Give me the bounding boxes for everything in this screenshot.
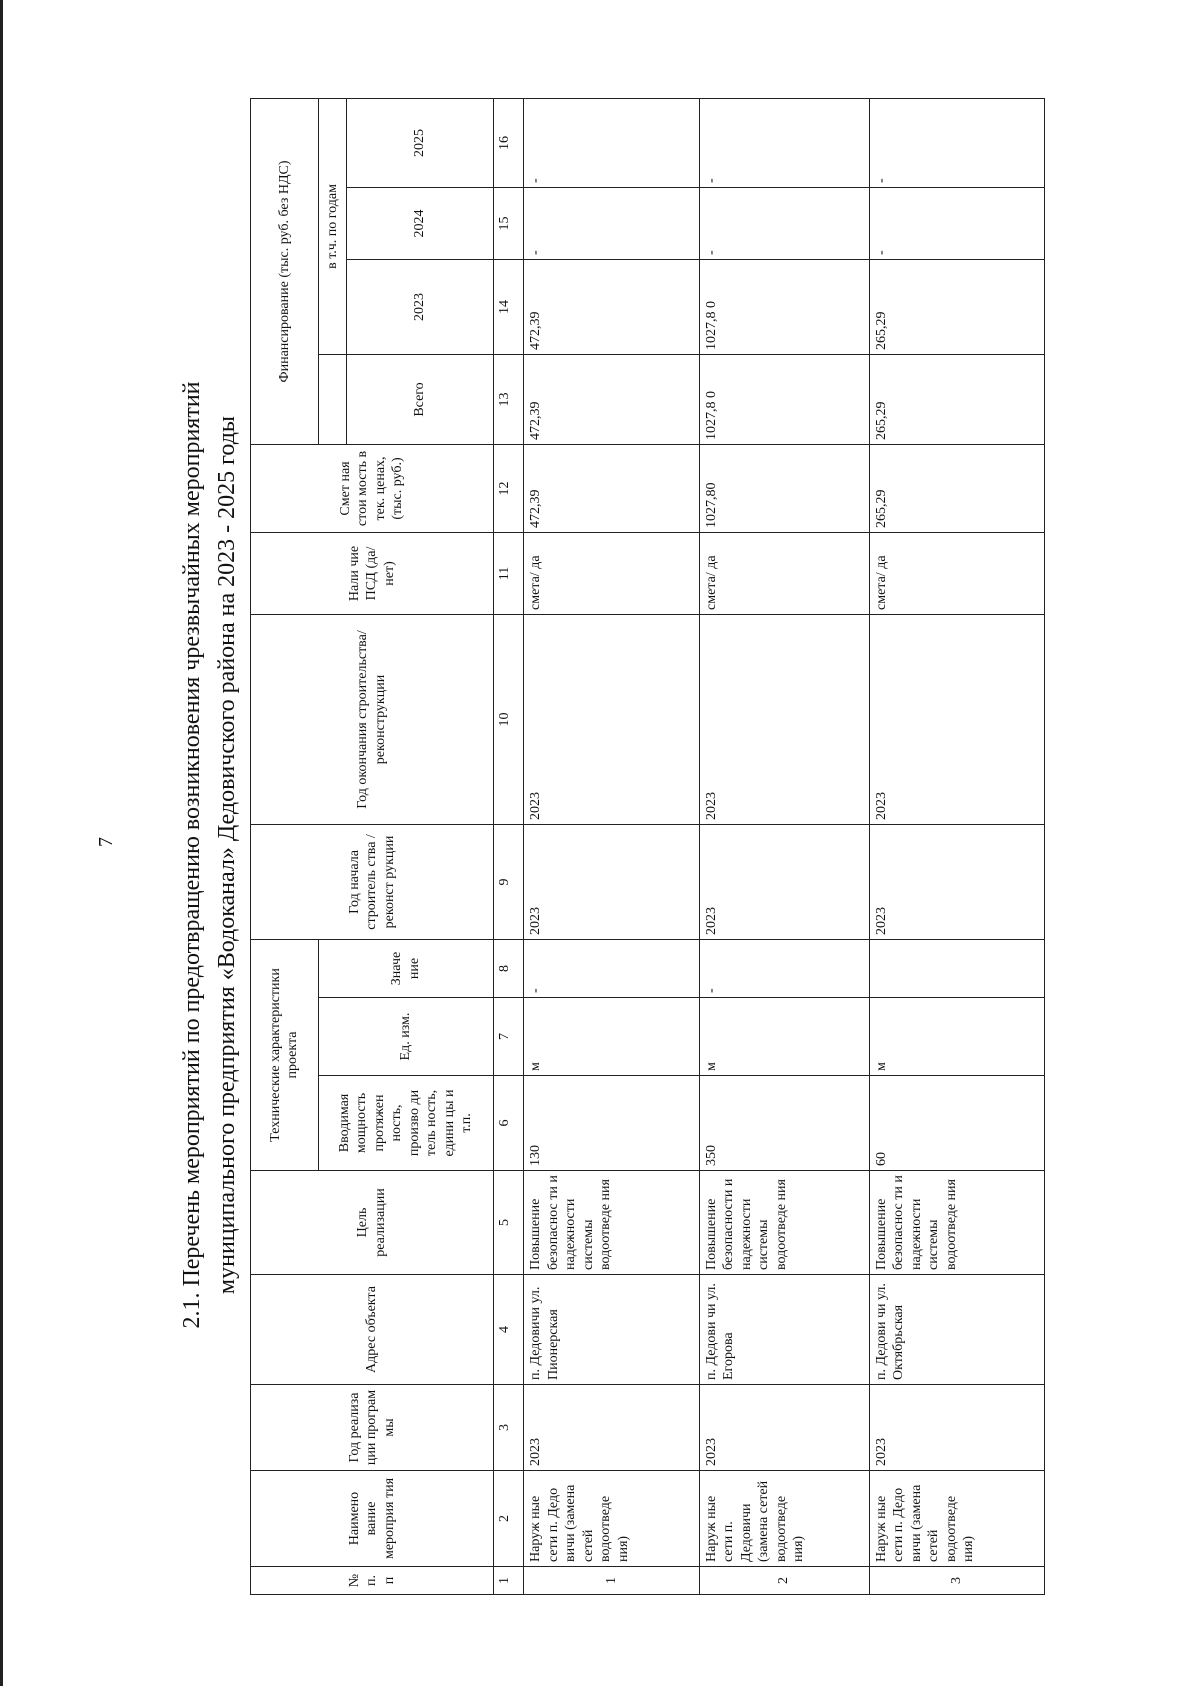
row-psd: смета/ да (869, 532, 1044, 614)
header-address: Адрес объекта (251, 1275, 494, 1385)
header-by-years: в т.ч. по годам (318, 98, 346, 354)
header-psd: Нали чие ПСД (да/ нет) (251, 532, 494, 614)
column-number: 8 (493, 939, 524, 997)
header-tech: Технические характеристики проекта (251, 939, 319, 1170)
row-capacity: 60 (869, 1076, 1044, 1171)
row-cost: 472,39 (524, 444, 699, 532)
row-end: 2023 (699, 614, 869, 824)
column-number: 2 (493, 1471, 524, 1567)
header-total: Всего (346, 354, 493, 444)
column-number: 7 (493, 998, 524, 1076)
header-unit: Ед. изм. (318, 998, 493, 1076)
row-2025: - (869, 98, 1044, 187)
column-number: 12 (493, 444, 524, 532)
row-psd: смета/ да (524, 532, 699, 614)
header-2025: 2025 (346, 98, 493, 187)
row-goal: Повышение безопаснос ти и надежности системы водоотведе ния (869, 1171, 1044, 1275)
header-year-end: Год окончания строительства/ реконструкции (251, 614, 494, 824)
row-year: 2023 (524, 1385, 699, 1471)
row-total: 1027,8 0 (699, 354, 869, 444)
column-number: 9 (493, 824, 524, 939)
header-year-start: Год начала строитель ства /реконст рукции (251, 824, 494, 939)
header-name: Наимено вание мероприя тия (251, 1471, 494, 1567)
column-number: 4 (493, 1275, 524, 1385)
column-number: 15 (493, 187, 524, 259)
row-2024: - (699, 187, 869, 259)
header-num: № п. п (251, 1567, 494, 1595)
column-number: 11 (493, 532, 524, 614)
title-line-2: муниципального предприятия «Водоканал» Дедовичского района на 2023 - 2025 годы (214, 415, 240, 1295)
header-2023: 2023 (346, 259, 493, 354)
row-2025: - (524, 98, 699, 187)
header-year-program: Год реализа ции програм мы (251, 1385, 494, 1471)
row-2023: 1027,8 0 (699, 259, 869, 354)
row-value: - (524, 939, 699, 997)
row-year: 2023 (869, 1385, 1044, 1471)
row-capacity: 350 (699, 1076, 869, 1171)
row-2023: 265,29 (869, 259, 1044, 354)
row-psd: смета/ да (699, 532, 869, 614)
row-2024: - (524, 187, 699, 259)
header-financing: Финансирование (тыс. руб. без НДС) (251, 98, 319, 444)
document-title (175, 105, 245, 1605)
row-value: - (699, 939, 869, 997)
row-cost: 265,29 (869, 444, 1044, 532)
row-address: п. Дедовичи ул. Пионерская (524, 1275, 699, 1385)
column-number: 14 (493, 259, 524, 354)
row-goal: Повышение безопасности и надежности системы водоотведе ния (699, 1171, 869, 1275)
column-number: 1 (493, 1567, 524, 1595)
title-line-1: 2.1. Перечень мероприятий по предотвращению возникновения чрезвычайных мероприятий (179, 381, 205, 1329)
column-number: 10 (493, 614, 524, 824)
row-num: 1 (524, 1567, 699, 1595)
column-number: 13 (493, 354, 524, 444)
scan-border (0, 0, 3, 1686)
row-end: 2023 (869, 614, 1044, 824)
row-2025: - (699, 98, 869, 187)
header-2024: 2024 (346, 187, 493, 259)
row-end: 2023 (524, 614, 699, 824)
row-2024: - (869, 187, 1044, 259)
header-value: Значе ние (318, 939, 493, 997)
row-cost: 1027,80 (699, 444, 869, 532)
row-name: Наруж ные сети п. Дедо вичи (замена сетей водоотведе ния) (524, 1471, 699, 1567)
measures-table (250, 98, 1045, 1595)
row-2023: 472,39 (524, 259, 699, 354)
column-number: 5 (493, 1171, 524, 1275)
row-total: 472,39 (524, 354, 699, 444)
row-goal: Повышение безопаснос ти и надежности системы водоотведе ния (524, 1171, 699, 1275)
table-row (869, 98, 1044, 1594)
header-cost: Смет ная стои мость в тек. ценах, (тыс. руб.) (251, 444, 494, 532)
row-start: 2023 (699, 824, 869, 939)
column-number: 6 (493, 1076, 524, 1171)
header-goal: Цель реализации (251, 1171, 494, 1275)
row-address: п. Дедови чи ул. Октябрьская (869, 1275, 1044, 1385)
row-unit: м (524, 998, 699, 1076)
row-num: 2 (699, 1567, 869, 1595)
row-start: 2023 (524, 824, 699, 939)
row-unit: м (869, 998, 1044, 1076)
row-capacity: 130 (524, 1076, 699, 1171)
column-number: 16 (493, 98, 524, 187)
page-number: 7 (95, 837, 117, 847)
header-financing-spacer (318, 354, 346, 444)
row-num: 3 (869, 1567, 1044, 1595)
table-row (699, 98, 869, 1594)
column-number: 3 (493, 1385, 524, 1471)
row-value (869, 939, 1044, 997)
row-total: 265,29 (869, 354, 1044, 444)
table-row (524, 98, 699, 1594)
row-unit: м (699, 998, 869, 1076)
row-year: 2023 (699, 1385, 869, 1471)
row-start: 2023 (869, 824, 1044, 939)
row-name: Наруж ные сети п. Дедо вичи (замена сетей водоотведе ния) (869, 1471, 1044, 1567)
rotated-sheet (175, 105, 1025, 1605)
header-capacity: Вводимая мощность протяжен ность, произво ди тель ность, едини цы и т.п. (318, 1076, 493, 1171)
column-number-row (493, 98, 524, 1594)
row-address: п. Дедови чи ул. Егорова (699, 1275, 869, 1385)
row-name: Наруж ные сети п. Дедовичи (замена сетей водоотведе ния) (699, 1471, 869, 1567)
